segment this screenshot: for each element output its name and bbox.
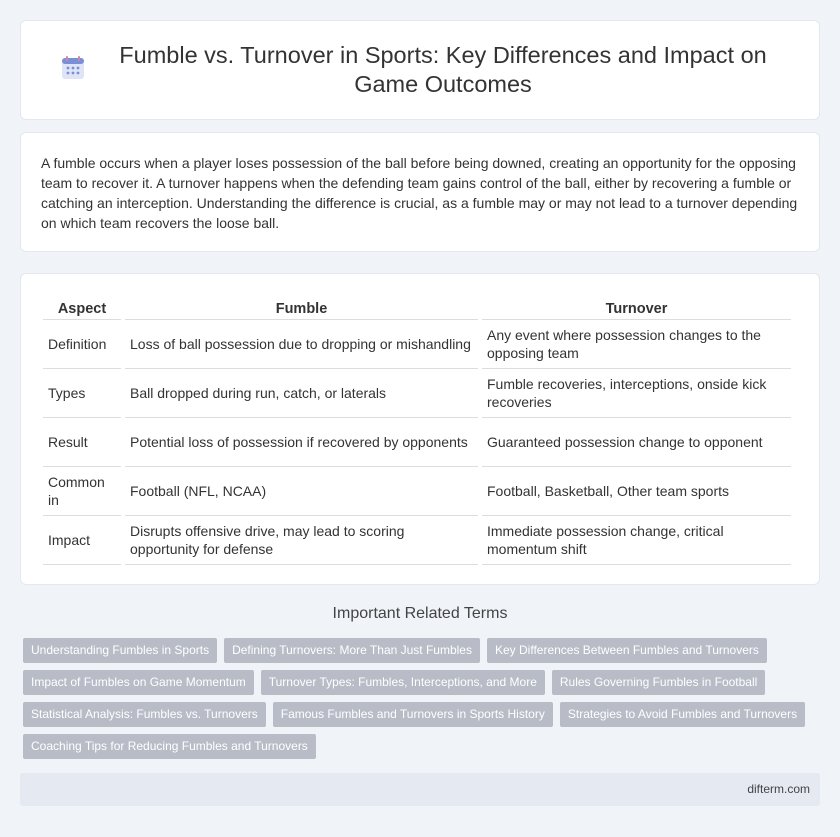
fumble-cell: Disrupts offensive drive, may lead to scoring opportunity for defense bbox=[125, 516, 478, 565]
intro-card bbox=[20, 132, 820, 252]
turnover-cell: Fumble recoveries, interceptions, onside kick recoveries bbox=[482, 369, 791, 418]
related-term-tag[interactable]: Coaching Tips for Reducing Fumbles and Turnovers bbox=[23, 734, 316, 759]
related-term-tag[interactable]: Statistical Analysis: Fumbles vs. Turnovers bbox=[23, 702, 266, 727]
related-terms-title: Important Related Terms bbox=[332, 605, 508, 622]
table-row bbox=[43, 320, 791, 369]
intro-text: A fumble occurs when a player loses possession of the ball before being downed, creating an opportunity for the opposing team to recover it. A turnover happens when the defending team gains control of the ball, either by recovering a fumble or catching an interception. Understanding the difference is crucial, as a fumble may or may not lead to a turnover depending on which team recovers the loose ball. bbox=[41, 155, 798, 231]
fumble-cell: Loss of ball possession due to dropping or mishandling bbox=[125, 320, 478, 369]
table-row bbox=[43, 467, 791, 516]
header-card bbox=[20, 20, 820, 120]
turnover-cell: Guaranteed possession change to opponent bbox=[482, 418, 791, 467]
aspect-cell: Impact bbox=[43, 516, 121, 565]
comparison-card bbox=[20, 273, 820, 585]
aspect-cell: Common in bbox=[43, 467, 121, 516]
related-term-tag[interactable]: Defining Turnovers: More Than Just Fumbles bbox=[224, 638, 480, 663]
fumble-cell: Potential loss of possession if recovered by opponents bbox=[125, 418, 478, 467]
table-row bbox=[43, 418, 791, 467]
aspect-cell: Result bbox=[43, 418, 121, 467]
comparison-table bbox=[39, 294, 795, 565]
header-aspect: Aspect bbox=[43, 294, 121, 320]
fumble-cell: Ball dropped during run, catch, or laterals bbox=[125, 369, 478, 418]
calendar-grid-icon bbox=[60, 55, 86, 81]
aspect-cell: Definition bbox=[43, 320, 121, 369]
fumble-cell: Football (NFL, NCAA) bbox=[125, 467, 478, 516]
related-term-tag[interactable]: Famous Fumbles and Turnovers in Sports History bbox=[273, 702, 553, 727]
turnover-cell: Immediate possession change, critical momentum shift bbox=[482, 516, 791, 565]
table-header-row bbox=[43, 294, 791, 320]
related-term-tag[interactable]: Strategies to Avoid Fumbles and Turnovers bbox=[560, 702, 805, 727]
related-term-tag[interactable]: Rules Governing Fumbles in Football bbox=[552, 670, 765, 695]
related-terms-list bbox=[23, 638, 813, 759]
related-term-tag[interactable]: Impact of Fumbles on Game Momentum bbox=[23, 670, 254, 695]
related-term-tag[interactable]: Key Differences Between Fumbles and Turnovers bbox=[487, 638, 767, 663]
turnover-cell: Football, Basketball, Other team sports bbox=[482, 467, 791, 516]
header-fumble: Fumble bbox=[125, 294, 478, 320]
related-term-tag[interactable]: Understanding Fumbles in Sports bbox=[23, 638, 217, 663]
page-title: Fumble vs. Turnover in Sports: Key Differences and Impact on Game Outcomes bbox=[119, 42, 767, 97]
footer-site-link[interactable]: difterm.com bbox=[747, 782, 810, 796]
header-turnover: Turnover bbox=[482, 294, 791, 320]
turnover-cell: Any event where possession changes to the opposing team bbox=[482, 320, 791, 369]
table-row bbox=[43, 516, 791, 565]
related-term-tag[interactable]: Turnover Types: Fumbles, Interceptions, and More bbox=[261, 670, 545, 695]
footer bbox=[20, 773, 820, 806]
aspect-cell: Types bbox=[43, 369, 121, 418]
table-row bbox=[43, 369, 791, 418]
